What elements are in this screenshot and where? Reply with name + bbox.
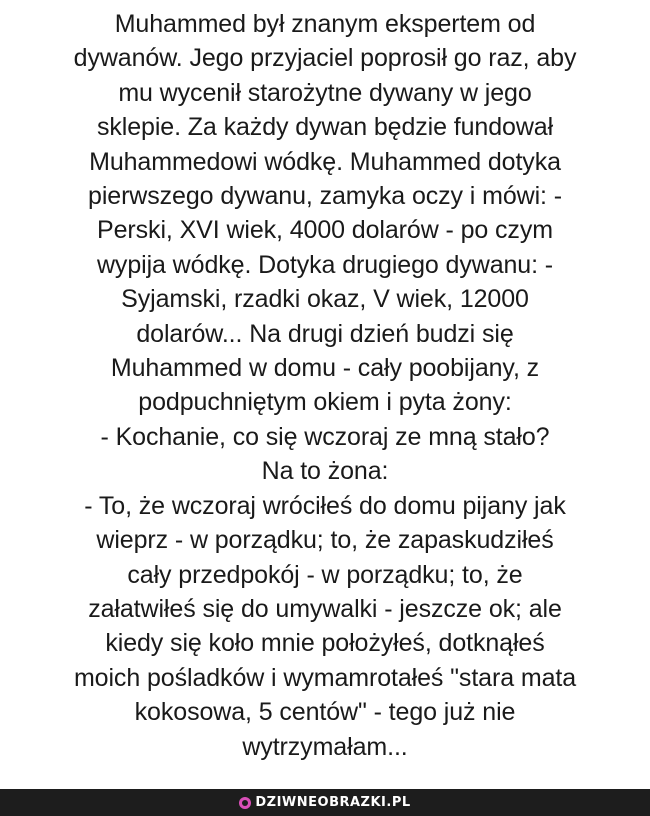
text-line: Muhammed był znanym ekspertem od	[114, 10, 536, 38]
text-line: mu wycenił starożytne dywany w jego	[118, 78, 532, 107]
text-line: - Kochanie, co się wczoraj ze mną stało?	[100, 422, 550, 451]
text-line: dywanów. Jego przyjaciel poprosił go raz, aby	[73, 44, 577, 73]
text-line: Perski, XVI wiek, 4000 dolarów - po czym	[97, 216, 553, 245]
text-line: wypija wódkę. Dotyka drugiego dywanu: -	[96, 250, 554, 279]
text-line: Muhammedowi wódkę. Muhammed dotyka	[89, 147, 561, 176]
footer-bar	[0, 789, 650, 816]
text-line: moich pośladków i wymamrotałeś "stara mata	[73, 663, 577, 692]
text-line: Muhammed w domu - cały poobijany, z	[110, 354, 540, 383]
text-line: podpuchniętym okiem i pyta żony:	[138, 388, 512, 417]
brand-logo-icon	[239, 797, 251, 809]
text-line: sklepie. Za każdy dywan będzie fundował	[96, 113, 554, 142]
text-line: kiedy się koło mnie położyłeś, dotknąłeś	[105, 629, 545, 658]
text-line: kokosowa, 5 centów" - tego już nie	[134, 698, 516, 727]
text-line: pierwszego dywanu, zamyka oczy i mówi: -	[88, 182, 562, 211]
text-line: wieprz - w porządku; to, że zapaskudziłeś	[96, 526, 554, 555]
text-line: dolarów... Na drugi dzień budzi się	[136, 319, 514, 348]
text-line: wytrzymałam...	[242, 732, 408, 761]
text-line: Syjamski, rzadki okaz, V wiek, 12000	[121, 285, 529, 314]
brand-text: DZIWNEOBRAZKI.PL	[255, 795, 411, 810]
text-line: cały przedpokój - w porządku; to, że	[127, 560, 523, 589]
text-line: Na to żona:	[261, 457, 389, 486]
text-line: - To, że wczoraj wróciłeś do domu pijany jak	[84, 491, 566, 520]
text-line: załatwiłeś się do umywalki - jeszcze ok; ale	[88, 594, 562, 623]
brand-watermark[interactable]	[239, 795, 410, 810]
